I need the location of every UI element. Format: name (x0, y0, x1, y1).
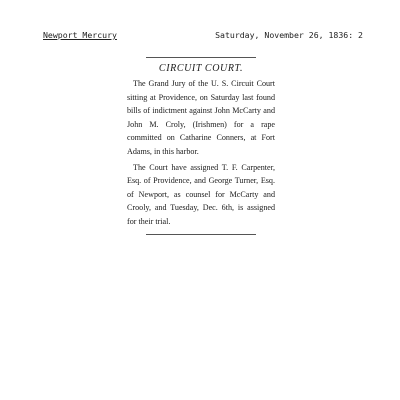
article-title: CIRCUIT COURT. (158, 63, 244, 74)
top-divider (146, 57, 256, 58)
citation-header (43, 30, 363, 44)
newspaper-name: Newport Mercury (43, 30, 117, 40)
newspaper-clipping (127, 57, 275, 235)
publication-date: Saturday, November 26, 1836: 2 (215, 30, 363, 40)
bottom-divider (146, 234, 256, 235)
article-paragraph-2: The Court have assigned T. F. Carpenter, Esq. of Providence, and George Turner, Esq. of Newport, as counsel for McCarty and Crooly, and Tuesday, Dec. 6th, is assigned for their trial. (127, 162, 275, 226)
article-paragraph-1: The Grand Jury of the U. S. Circuit Court sitting at Providence, on Saturday last found bills of indictment against John McCarty and John M. Croly, (Irishmen) for a rape committed on Catharine Conners, at Fort Adams, in this harbor. (127, 79, 275, 156)
